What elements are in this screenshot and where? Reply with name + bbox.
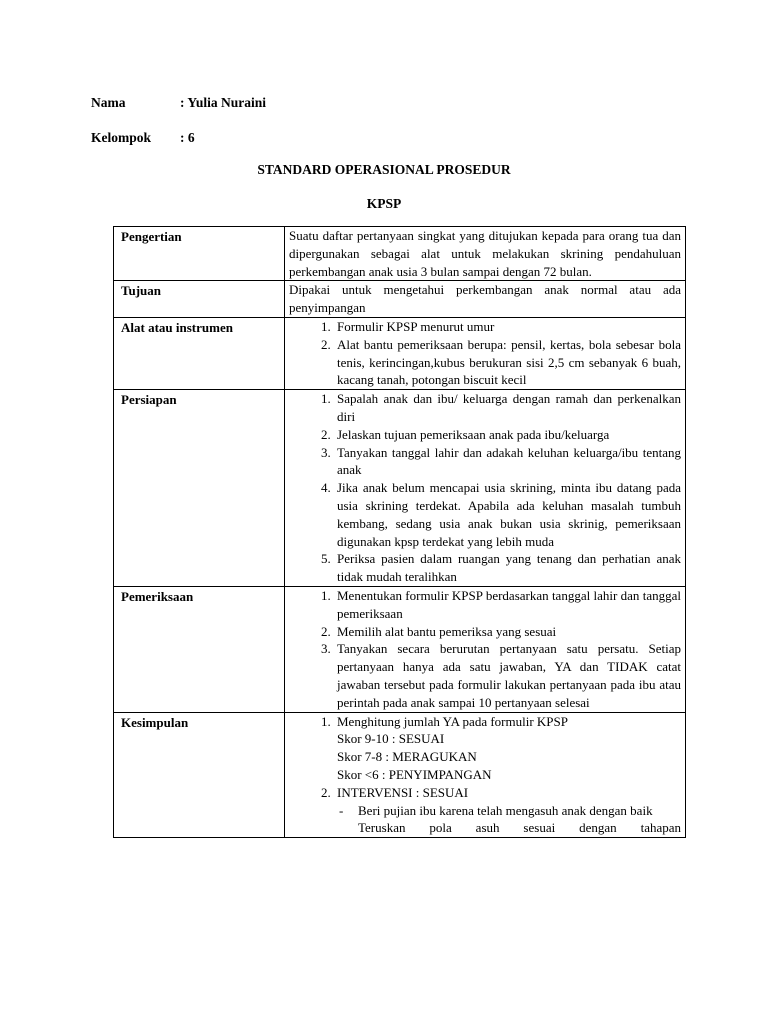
row-content: Suatu daftar pertanyaan singkat yang ditujukan kepada para orang tua dan dipergunakan sebagai alat untuk melakukan skrining pendahuluan perkembangan anak usia 3 bulan sampai dengan 72 bulan. bbox=[285, 227, 686, 281]
table-row bbox=[114, 712, 686, 838]
list-item-text: Menghitung jumlah YA pada formulir KPSP bbox=[337, 713, 568, 729]
list-item: 3. Tanyakan tanggal lahir dan adakah keluhan keluarga/ibu tentang anak bbox=[334, 444, 681, 480]
list-item: 1. Formulir KPSP menurut umur bbox=[334, 318, 681, 336]
score-line: Skor <6 : PENYIMPANGAN bbox=[337, 766, 492, 782]
list-item: 1. Menentukan formulir KPSP berdasarkan tanggal lahir dan tanggal pemeriksaan bbox=[334, 587, 681, 623]
nama-label: Nama bbox=[91, 95, 126, 110]
row-label: Tujuan bbox=[114, 281, 285, 318]
list-item bbox=[334, 784, 681, 838]
list-item bbox=[334, 713, 681, 784]
sop-table bbox=[113, 226, 686, 838]
kelompok-value: : 6 bbox=[180, 130, 195, 145]
document-title: STANDARD OPERASIONAL PROSEDUR bbox=[257, 162, 511, 177]
table-row bbox=[114, 281, 686, 318]
score-line: Skor 9-10 : SESUAI bbox=[337, 731, 445, 747]
table-row bbox=[114, 390, 686, 587]
row-content bbox=[285, 390, 686, 587]
list-item: 1. Sapalah anak dan ibu/ keluarga dengan ramah dan perkenalkan diri bbox=[334, 390, 681, 426]
nama-value: : Yulia Nuraini bbox=[180, 95, 267, 110]
row-label: Pengertian bbox=[114, 227, 285, 281]
document-subtitle: KPSP bbox=[366, 196, 402, 211]
table-row bbox=[114, 586, 686, 712]
row-label: Persiapan bbox=[114, 390, 285, 587]
list-item: 2. Memilih alat bantu pemeriksa yang sesuai bbox=[334, 623, 681, 641]
list-item: 3. Tanyakan secara berurutan pertanyaan satu persatu. Setiap pertanyaan hanya ada satu jawaban, YA dan TIDAK catat jawaban tersebut pada formulir lakukan pertanyaan pada ibu atau perintah pada anak sampai 10 pertanyaan selesai bbox=[334, 640, 681, 711]
score-line: Skor 7-8 : MERAGUKAN bbox=[337, 749, 477, 765]
list-item: 2. Alat bantu pemeriksaan berupa: pensil, kertas, bola sebesar bola tenis, kerincingan,kubus berukuran sisi 2,5 cm sebanyak 6 buah, kacang tanah, potongan biscuit kecil bbox=[334, 336, 681, 389]
kelompok-row bbox=[91, 129, 195, 147]
list-item: 5. Periksa pasien dalam ruangan yang tenang dan perhatian anak tidak mudah teralihkan bbox=[334, 550, 681, 586]
kelompok-label: Kelompok bbox=[91, 130, 152, 145]
row-label: Pemeriksaan bbox=[114, 586, 285, 712]
nama-row bbox=[91, 94, 266, 112]
row-content bbox=[285, 317, 686, 389]
row-content: Dipakai untuk mengetahui perkembangan anak normal atau ada penyimpangan bbox=[285, 281, 686, 318]
table-row bbox=[114, 227, 686, 281]
row-label: Alat atau instrumen bbox=[114, 317, 285, 389]
list-item: 2. Jelaskan tujuan pemeriksaan anak pada ibu/keluarga bbox=[334, 426, 681, 444]
dash-item: - Teruskan pola asuh sesuai dengan tahapan bbox=[355, 819, 681, 837]
table-row bbox=[114, 317, 686, 389]
row-label: Kesimpulan bbox=[114, 712, 285, 838]
dash-item: - Beri pujian ibu karena telah mengasuh anak dengan baik bbox=[355, 802, 681, 820]
row-content bbox=[285, 712, 686, 838]
list-item: 4. Jika anak belum mencapai usia skrining, minta ibu datang pada usia skrining terdekat. Apabila ada keluhan masalah tumbuh kembang, sedang usia anak bukan usia skrinig, pemeriksaan digunakan kpsp terdekat yang lebih muda bbox=[334, 479, 681, 550]
list-item-text: INTERVENSI : SESUAI bbox=[337, 784, 469, 800]
row-content bbox=[285, 586, 686, 712]
